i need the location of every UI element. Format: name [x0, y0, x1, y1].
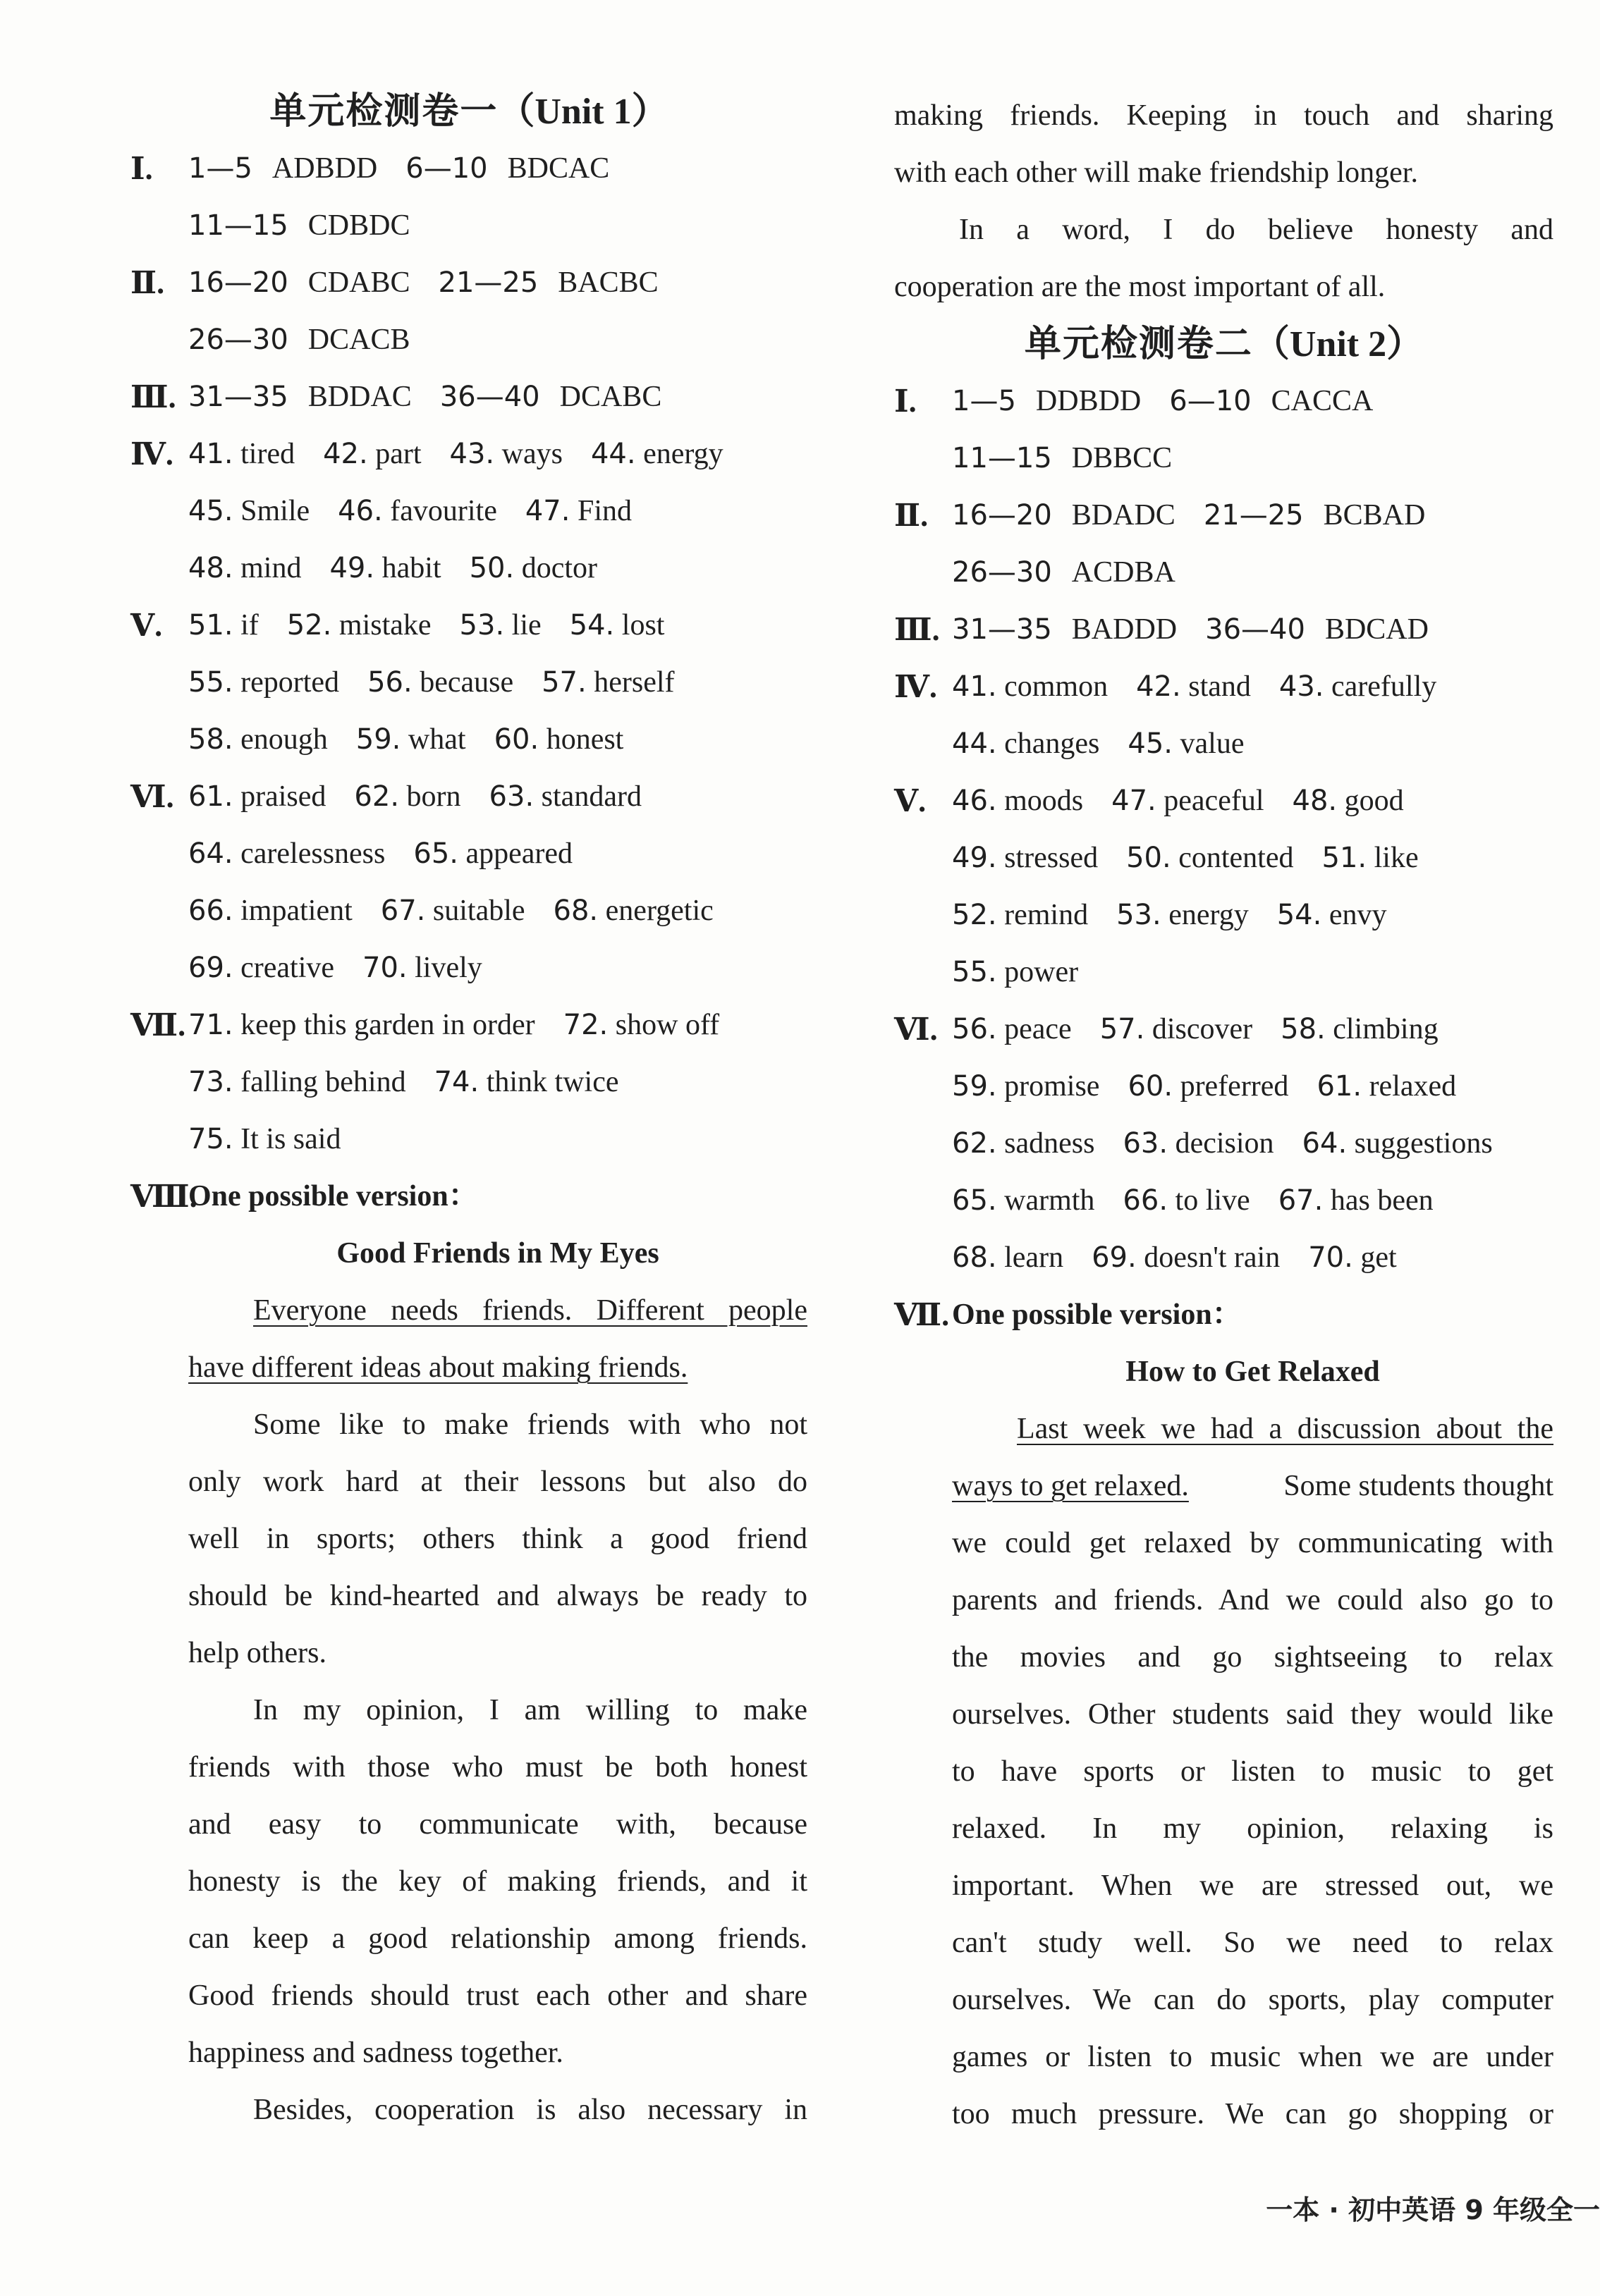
r-s3-line1: Ⅲ. 31—35 BADDD 36—40 BDCAD [894, 613, 1429, 647]
l-s5-line3: 58. enough 59. what 60. honest [188, 723, 624, 756]
l-s2-line2: 26—30 DCACB [188, 324, 410, 356]
essay1-line: should be kind-hearted and always be ready to [188, 1580, 807, 1612]
essay1-line: happiness and sadness together. [188, 2037, 563, 2069]
essay2-line: too much pressure. We can go shopping or [952, 2098, 1553, 2130]
l-s4-line3: 48. mind 49. habit 50. doctor [188, 552, 597, 584]
r-s4-line2: 44. changes 45. value [952, 728, 1245, 760]
r-s5-line4: 55. power [952, 956, 1079, 988]
r-s6-line1: Ⅵ. 56. peace 57. discover 58. climbing [894, 1012, 1439, 1047]
essay1-line: Everyone needs friends. Different people [253, 1294, 807, 1327]
essay2-line: the movies and go sightseeing to relax [952, 1641, 1553, 1674]
r-s6-line2: 59. promise 60. preferred 61. relaxed [952, 1070, 1457, 1103]
l-s6-line2: 64. carelessness 65. appeared [188, 837, 573, 870]
essay1-line: have different ideas about making friends. [188, 1351, 688, 1384]
essay1-line: only work hard at their lessons but also do [188, 1466, 807, 1498]
essay2-line: important. When we are stressed out, we [952, 1870, 1553, 1902]
l-s6-line3: 66. impatient 67. suitable 68. energetic [188, 895, 714, 927]
essay1-line: and easy to communicate with, because [188, 1808, 807, 1841]
essay1-title: Good Friends in My Eyes [336, 1237, 659, 1270]
r-s7-label: Ⅶ. One possible version： [894, 1298, 1242, 1332]
l-s4-line2: 45. Smile 46. favourite 47. Find [188, 495, 633, 527]
r-s6-line5: 68. learn 69. doesn't rain 70. get [952, 1241, 1397, 1274]
page-footer: 一本 · 初中英语 9 年级全一 [1266, 2194, 1600, 2226]
essay2-line: we could get relaxed by communicating with [952, 1527, 1553, 1559]
r-s1-line1: Ⅰ. 1—5 DDBDD 6—10 CACCA [894, 384, 1374, 419]
r-s6-line3: 62. sadness 63. decision 64. suggestions [952, 1127, 1493, 1160]
r-s5-line2: 49. stressed 50. contented 51. like [952, 842, 1419, 874]
l-s1-line1: Ⅰ. 1—5 ADBDD 6—10 BDCAC [130, 152, 610, 186]
essay2-line: parents and friends. And we could also go to [952, 1584, 1553, 1616]
l-s3-line1: Ⅲ. 31—35 BDDAC 36—40 DCABC [130, 380, 662, 415]
essay1-line: help others. [188, 1637, 326, 1669]
essay2-line: ourselves. Other students said they would like [952, 1698, 1553, 1731]
essay1-line: Good friends should trust each other and share [188, 1979, 807, 2012]
r-s4-line1: Ⅳ. 41. common 42. stand 43. carefully [894, 670, 1437, 704]
essay1-cont-line: In a word, I do believe honesty and [959, 214, 1553, 246]
essay2-line: games or listen to music when we are under [952, 2041, 1553, 2073]
essay1-line: friends with those who must be both honest [188, 1751, 807, 1784]
essay1-line: In my opinion, I am willing to make [253, 1694, 807, 1726]
essay1-line: well in sports; others think a good friend [188, 1523, 807, 1555]
essay1-line: Besides, cooperation is also necessary in [253, 2094, 807, 2126]
essay2-line: ways to get relaxed. Some students thought [952, 1470, 1553, 1502]
right-column [894, 87, 1553, 2143]
l-s7-line2: 73. falling behind 74. think twice [188, 1066, 619, 1098]
essay1-line: can keep a good relationship among friends. [188, 1922, 807, 1955]
essay1-cont-line: with each other will make friendship longer. [894, 156, 1418, 189]
l-s4-line1: Ⅳ. 41. tired 42. part 43. ways 44. energy [130, 437, 723, 472]
left-column [130, 83, 807, 2139]
essay1-line: Some like to make friends with who not [253, 1408, 807, 1441]
essay1-cont-line: cooperation are the most important of all. [894, 271, 1386, 303]
l-s2-line1: Ⅱ. 16—20 CDABC 21—25 BACBC [130, 266, 659, 300]
l-s1-line2: 11—15 CDBDC [188, 209, 410, 242]
unit1-title: 单元检测卷一（Unit 1） [269, 90, 668, 133]
r-s2-line1: Ⅱ. 16—20 BDADC 21—25 BCBAD [894, 498, 1426, 533]
essay2-line: relaxed. In my opinion, relaxing is [952, 1812, 1553, 1845]
essay2-line: to have sports or listen to music to get [952, 1755, 1553, 1788]
essay2-line: ourselves. We can do sports, play computer [952, 1984, 1553, 2016]
unit2-title: 单元检测卷二（Unit 2） [1024, 323, 1424, 365]
essay2-title: How to Get Relaxed [1125, 1356, 1380, 1388]
r-s6-line4: 65. warmth 66. to live 67. has been [952, 1184, 1434, 1217]
essay1-cont-line: making friends. Keeping in touch and sharing [894, 99, 1553, 132]
l-s5-line2: 55. reported 56. because 57. herself [188, 666, 675, 699]
l-s7-line1: Ⅶ. 71. keep this garden in order 72. show off [130, 1008, 720, 1043]
r-s5-line1: Ⅴ. 46. moods 47. peaceful 48. good [894, 784, 1404, 818]
l-s7-line3: 75. It is said [188, 1123, 341, 1155]
essay2-line: can't study well. So we need to relax [952, 1927, 1553, 1959]
l-s6-line1: Ⅵ. 61. praised 62. born 63. standard [130, 780, 642, 814]
r-s1-line2: 11—15 DBBCC [952, 442, 1173, 474]
l-s8-label: Ⅷ. One possible version： [130, 1179, 478, 1214]
r-s5-line3: 52. remind 53. energy 54. envy [952, 899, 1387, 931]
essay1-line: honesty is the key of making friends, and it [188, 1865, 807, 1898]
r-s2-line2: 26—30 ACDBA [952, 556, 1175, 589]
l-s6-line4: 69. creative 70. lively [188, 952, 482, 984]
essay2-line: Last week we had a discussion about the [1017, 1413, 1553, 1445]
l-s5-line1: Ⅴ. 51. if 52. mistake 53. lie 54. lost [130, 608, 665, 643]
